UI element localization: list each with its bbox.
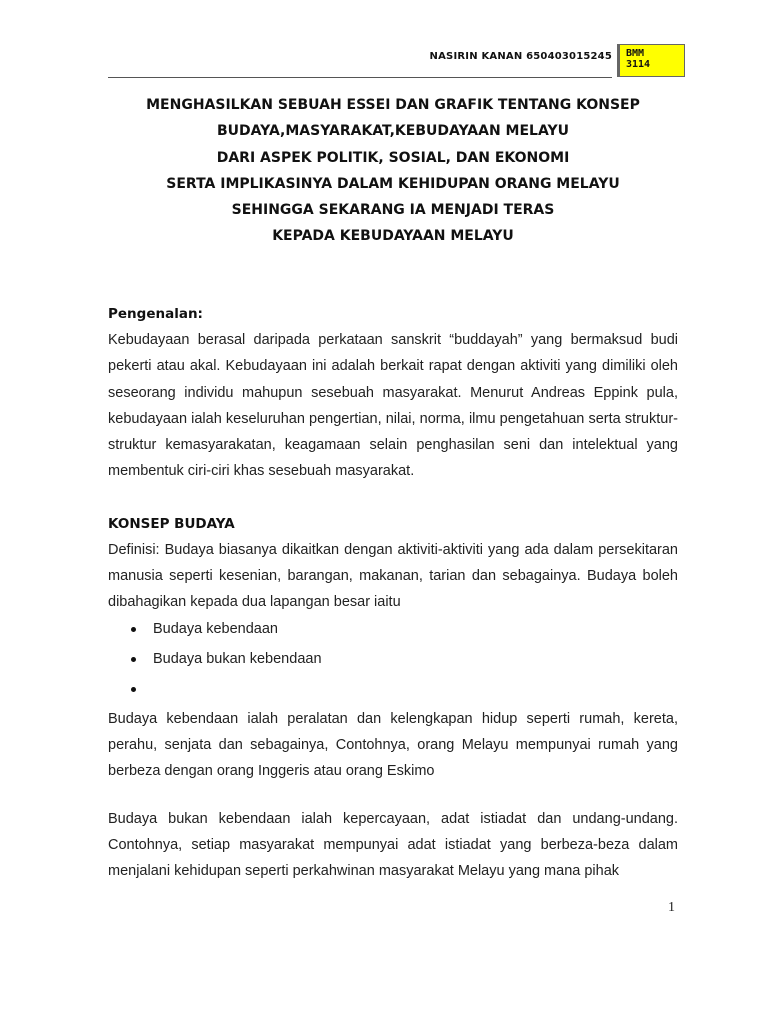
list-item-label: Budaya kebendaan — [153, 620, 278, 637]
course-code-line: BMM — [626, 48, 645, 59]
bullet-icon — [131, 687, 136, 692]
intro-paragraph: Kebudayaan berasal daripada perkataan sanskrit “buddayah” yang bermaksud budi pekerti atau akal. Kebudayaan ini adalah berkait rapat dengan aktiviti yang dimiliki oleh seseorang individu mahupun sesebuah masyarakat. Menurut Andreas Eppink pula, kebudayaan ialah keseluruhan pengertian, nilai, norma, ilmu pengetahuan serta struktur-struktur kemasyarakatan, keagamaan selain penghasilan seni dan intelektual yang membentuk ciri-ciri khas sesebuah masyarakat. — [108, 332, 678, 480]
list-item-label: Budaya bukan kebendaan — [153, 650, 322, 667]
title-line: SEHINGGA SEKARANG IA MENJADI TERAS — [231, 202, 555, 219]
title-line: DARI ASPEK POLITIK, SOSIAL, DAN EKONOMI — [216, 149, 570, 166]
document-title — [108, 92, 678, 250]
spacer — [108, 485, 678, 511]
document-body — [108, 301, 678, 884]
title-line: BUDAYA,MASYARAKAT,KEBUDAYAAN MELAYU — [217, 123, 569, 140]
kebendaan-paragraph: Budaya kebendaan ialah peralatan dan kelengkapan hidup seperti rumah, kereta, perahu, senjata dan sebagainya, Contohnya, orang Melayu mempunyai rumah yang berbeza dengan orang Inggeris atau orang Eskimo — [108, 710, 678, 780]
author-name-id: NASIRIN KANAN 650403015245 — [429, 51, 612, 62]
bukan-kebendaan-paragraph: Budaya bukan kebendaan ialah kepercayaan, adat istiadat dan undang-undang. Contohnya, setiap masyarakat mempunyai adat istiadat yang berbeza-beza dalam menjalani kehidupan seperti perkahwinan masyarakat Melayu yang mana pihak — [108, 810, 678, 880]
budaya-types-list — [108, 616, 678, 706]
header-rule — [108, 77, 612, 78]
konsep-budaya-heading: KONSEP BUDAYA — [108, 515, 235, 532]
bullet-icon — [131, 657, 136, 662]
intro-heading: Pengenalan: — [108, 306, 203, 322]
spacer — [108, 785, 678, 806]
list-item — [108, 676, 678, 706]
document-header — [108, 44, 685, 78]
page-number: 1 — [668, 900, 675, 915]
definition-paragraph: Definisi: Budaya biasanya dikaitkan dengan aktiviti-aktiviti yang ada dalam persekitaran manusia seperti kesenian, barangan, makanan, tarian dan sebagainya. Budaya boleh dibahagikan kepada dua lapangan besar iaitu — [108, 541, 678, 611]
title-line: SERTA IMPLIKASINYA DALAM KEHIDUPAN ORANG MELAYU — [166, 175, 620, 192]
list-item — [108, 646, 678, 676]
course-code-badge — [617, 44, 685, 77]
list-item — [108, 616, 678, 646]
title-line: MENGHASILKAN SEBUAH ESSEI DAN GRAFIK TENTANG KONSEP — [146, 97, 640, 113]
course-code-line: 3114 — [626, 59, 651, 70]
bullet-icon — [131, 627, 136, 632]
title-line: KEPADA KEBUDAYAAN MELAYU — [272, 228, 514, 245]
